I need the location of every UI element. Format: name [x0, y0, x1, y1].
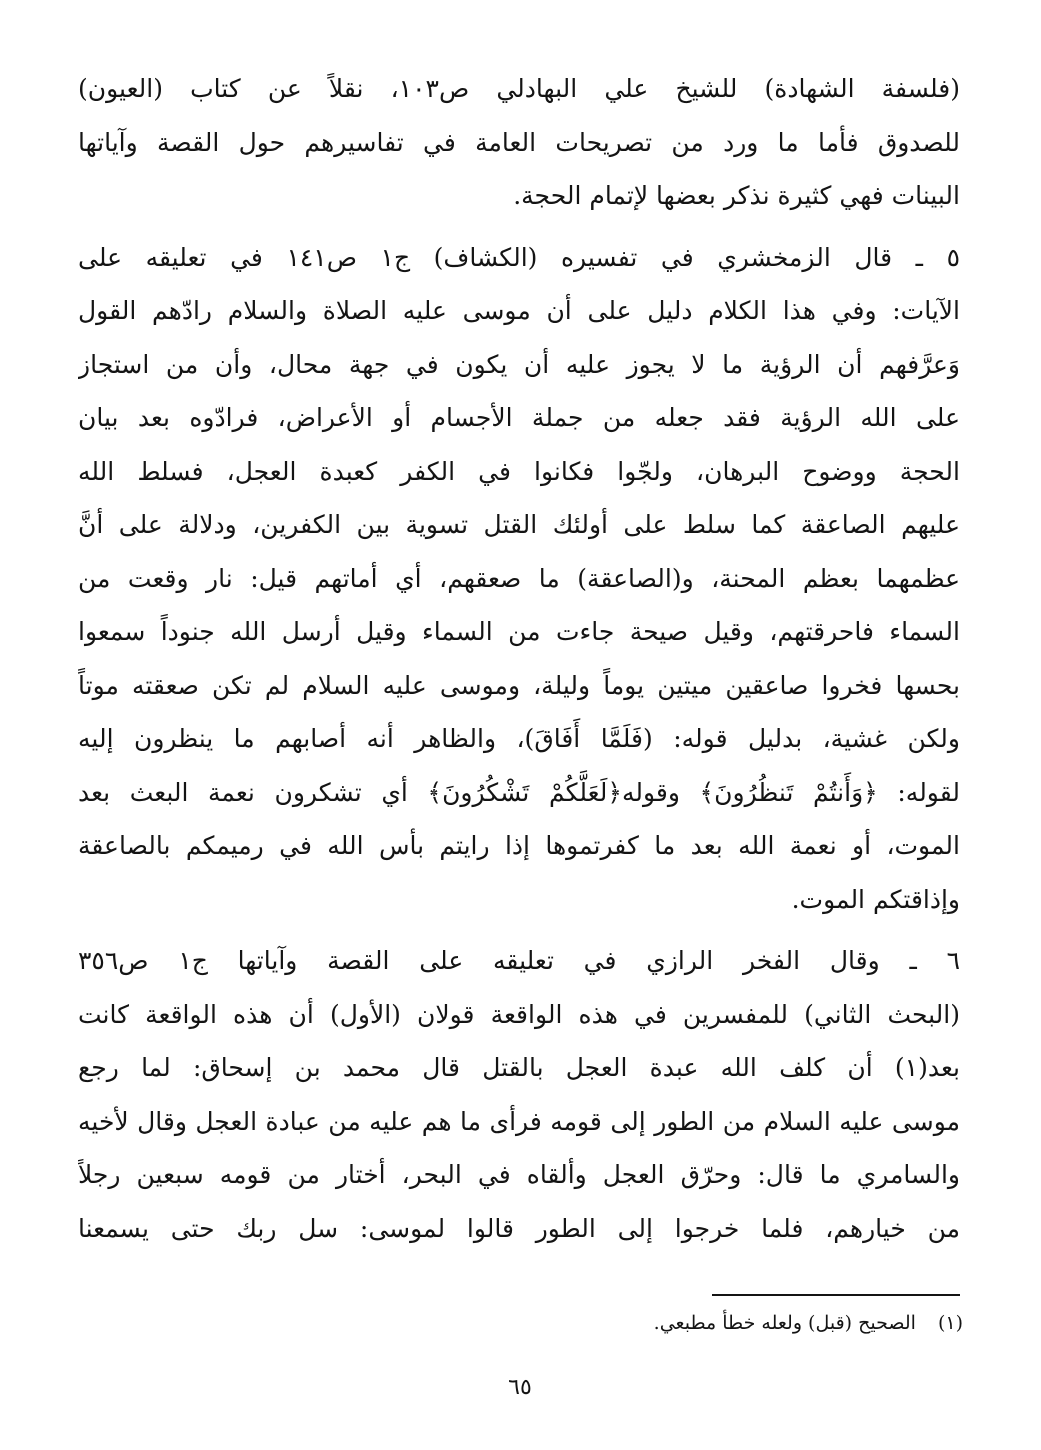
- paragraph-gap: [78, 926, 960, 934]
- paragraph-2: [78, 231, 960, 927]
- footnote: [363, 1306, 963, 1340]
- paragraph-gap: [78, 223, 960, 231]
- text-line: البينات فهي كثيرة نذكر بعضها لإتمام الحجة.: [513, 181, 960, 210]
- text-line: ولكن غشية، بدليل قوله: (فَلَمَّا أَفَاقَ)، والظاهر أنه أصابهم ما ينظرون إليه: [78, 724, 960, 753]
- text-line: على الله الرؤية فقد جعله من جملة الأجسام أو الأعراض، فرادّوه بعد بيان: [78, 403, 960, 432]
- footnote-text: الصحيح (قبل) ولعله خطأ مطبعي.: [653, 1312, 916, 1334]
- paragraph-3: [78, 934, 960, 1255]
- text-line: من خيارهم، فلما خرجوا إلى الطور قالوا لموسى: سل ربك حتى يسمعنا: [78, 1213, 960, 1243]
- text-line: والسامري ما قال: وحرّق العجل وألقاه في البحر، أختار من قومه سبعين رجلاً: [78, 1160, 960, 1189]
- text-line: بحسها فخروا صاعقين ميتين يوماً وليلة، وموسى عليه السلام لم تكن صعقته موتاً: [78, 670, 960, 700]
- text-line: الحجة ووضوح البرهان، ولجّوا فكانوا في الكفر كعبدة العجل، فسلط الله: [78, 456, 960, 486]
- text-line: ٦ ـ وقال الفخر الرازي في تعليقه على القصة وآياتها ج١ ص٣٥٦: [78, 946, 960, 975]
- text-line: وَعرَّفهم أن الرؤية ما لا يجوز عليه أن يكون في جهة محال، وأن من استجاز: [78, 349, 960, 379]
- footnote-separator: [712, 1294, 960, 1296]
- text-line: الآيات: وفي هذا الكلام دليل على أن موسى عليه الصلاة والسلام رادّهم القول: [78, 296, 960, 325]
- text-line: وإذاقتكم الموت.: [791, 884, 960, 914]
- text-line: لقوله: ﴿وَأَنتُمْ تَنظُرُونَ﴾ وقوله﴿لَعَلَّكُمْ تَشْكُرُونَ﴾ أي تشكرون نعمة البعث بعد: [78, 777, 960, 807]
- text-line: عليهم الصاعقة كما سلط على أولئك القتل تسوية بين الكفرين، ودلالة على أنَّ: [78, 510, 960, 539]
- text-line: الموت، أو نعمة الله بعد ما كفرتموها إذا رايتم بأس الله في رميمكم بالصاعقة: [78, 831, 960, 860]
- text-line: (فلسفة الشهادة) للشيخ علي البهادلي ص١٠٣، نقلاً عن كتاب (العيون): [78, 74, 960, 103]
- text-line: عظمهما بعظم المحنة، و(الصاعقة) ما صعقهم، أي أماتهم قيل: نار وقعت من: [78, 563, 960, 593]
- text-line: السماء فاحرقتهم، وقيل صيحة جاءت من السماء وقيل أرسل الله جنوداً سمعوا: [78, 617, 960, 646]
- text-line: بعد(١) أن كلف الله عبدة العجل بالقتل قال محمد بن إسحاق: لما رجع: [78, 1053, 960, 1082]
- paragraph-1: [78, 62, 960, 223]
- text-line: للصدوق فأما ما ورد من تصريحات العامة في تفاسيرهم حول القصة وآياتها: [78, 127, 960, 157]
- text-line: ٥ ـ قال الزمخشري في تفسيره (الكشاف) ج١ ص١٤١ في تعليقه على: [78, 242, 960, 272]
- main-text: [78, 62, 960, 1255]
- text-line: موسى عليه السلام من الطور إلى قومه فرأى ما هم عليه من عبادة العجل وقال لأخيه: [78, 1106, 960, 1136]
- page-number: ٦٥: [508, 1375, 532, 1400]
- text-line: (البحث الثاني) للمفسرين في هذه الواقعة قولان (الأول) أن هذه الواقعة كانت: [78, 999, 960, 1029]
- footnote-number: (١): [937, 1312, 963, 1334]
